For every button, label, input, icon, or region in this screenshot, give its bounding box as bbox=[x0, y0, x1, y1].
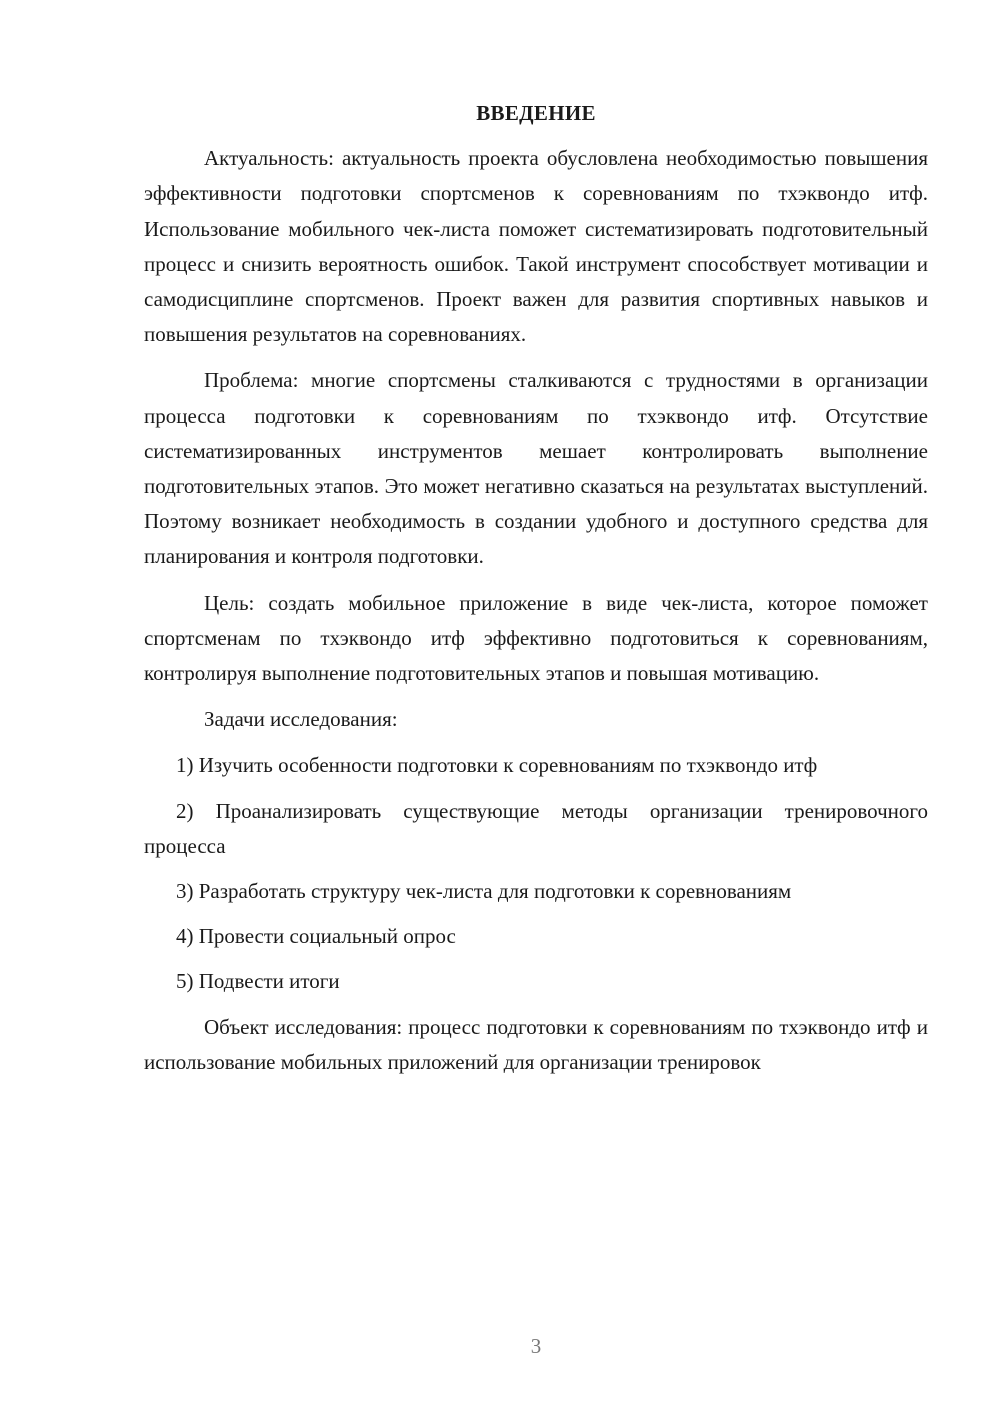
relevance-paragraph: Актуальность: актуальность проекта обусловлена необходимостью повышения эффективности подготовки спортсменов к соревнованиям по тхэквондо итф. Использование мобильного чек-листа поможет систематизировать подготовительный процесс и снизить вероятность ошибок. Такой инструмент способствует мотивации и самодисциплине спортсменов. Проект важен для развития спортивных навыков и повышения результатов на соревнованиях. bbox=[144, 146, 928, 347]
task-item-5: 5) Подвести итоги bbox=[176, 969, 340, 994]
page-content bbox=[144, 96, 928, 1091]
task-item-3: 3) Разработать структуру чек-листа для подготовки к соревнованиям bbox=[176, 879, 792, 904]
object-paragraph: Объект исследования: процесс подготовки к соревнованиям по тхэквондо итф и использование мобильных приложений для организации тренировок bbox=[144, 1014, 928, 1074]
page-number: 3 bbox=[530, 1334, 542, 1358]
tasks-list bbox=[144, 748, 928, 999]
problem-paragraph: Проблема: многие спортсмены сталкиваются с трудностями в организации процесса подготовки к соревнованиям по тхэквондо итф. Отсутствие систематизированных инструментов мешает контролировать выполнение подготовительных этапов. Это может негативно сказаться на результатах выступлений. Поэтому возникает необходимость в создании удобного и доступного средства для планирования и контроля подготовки. bbox=[144, 368, 928, 569]
task-item-2: 2) Проанализировать существующие методы организации тренировочного процесса bbox=[144, 798, 928, 858]
goal-paragraph: Цель: создать мобильное приложение в виде чек-листа, которое поможет спортсменам по тхэквондо итф эффективно подготовиться к соревнованиям, контролируя выполнение подготовительных этапов и повышая мотивацию. bbox=[144, 590, 928, 686]
task-item-1: 1) Изучить особенности подготовки к соревнованиям по тхэквондо итф bbox=[176, 753, 818, 778]
task-item-4: 4) Провести социальный опрос bbox=[176, 924, 456, 949]
tasks-title: Задачи исследования: bbox=[204, 707, 398, 732]
section-heading: ВВЕДЕНИЕ bbox=[476, 101, 596, 125]
